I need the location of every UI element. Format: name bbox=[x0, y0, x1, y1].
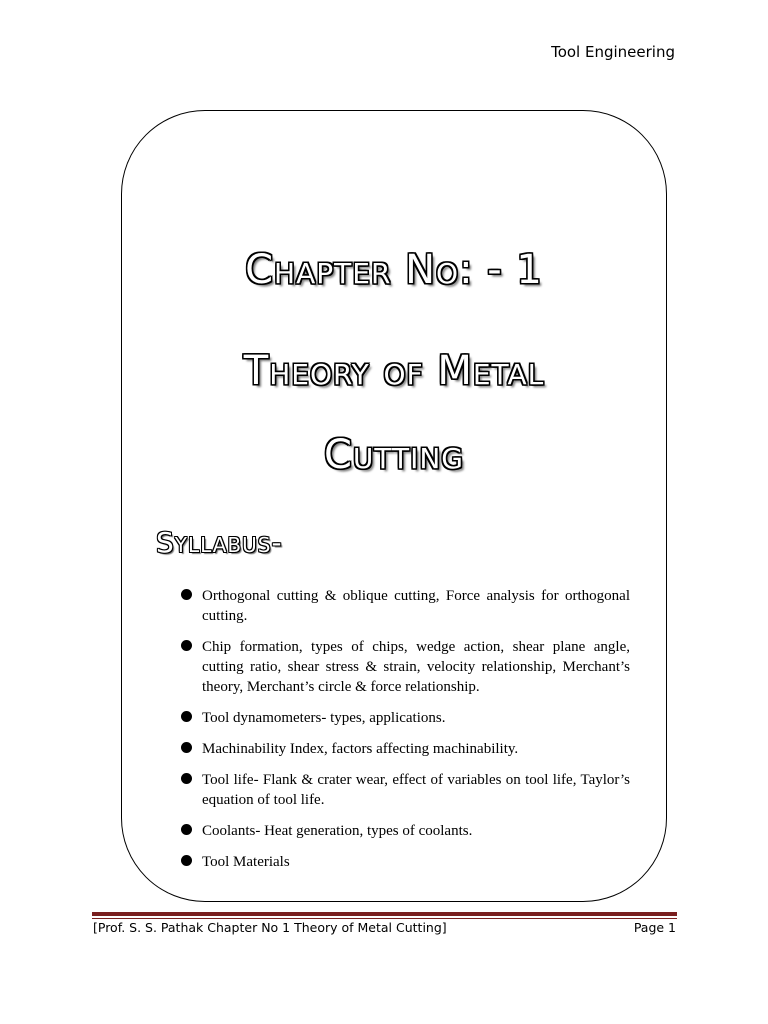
syllabus-list bbox=[181, 586, 630, 883]
running-header: Tool Engineering bbox=[551, 43, 675, 61]
list-item bbox=[181, 637, 630, 697]
list-item-text: Tool dynamometers- types, applications. bbox=[202, 710, 446, 726]
chapter-title-line-2: Cutting bbox=[323, 432, 465, 478]
list-item bbox=[181, 586, 630, 626]
list-item bbox=[181, 821, 630, 841]
bullet-icon bbox=[181, 589, 192, 600]
footer-divider-thin bbox=[92, 918, 677, 919]
list-item-text: Tool life- Flank & crater wear, effect of variables on tool life, Taylor’s equation of tool life. bbox=[202, 772, 630, 808]
list-item bbox=[181, 708, 630, 728]
bullet-icon bbox=[181, 773, 192, 784]
list-item-text: Machinability Index, factors affecting machinability. bbox=[202, 741, 519, 757]
chapter-number-heading: Chapter No: - 1 bbox=[245, 247, 543, 293]
list-item bbox=[181, 739, 630, 759]
list-item bbox=[181, 852, 630, 872]
footer-citation: [Prof. S. S. Pathak Chapter No 1 Theory of Metal Cutting] bbox=[93, 920, 447, 935]
page-number: Page 1 bbox=[633, 920, 676, 935]
bullet-icon bbox=[181, 711, 192, 722]
footer-divider bbox=[92, 912, 677, 916]
bullet-icon bbox=[181, 824, 192, 835]
chapter-title-line-1: Theory of Metal bbox=[243, 348, 545, 394]
list-item-text: Coolants- Heat generation, types of coolants. bbox=[202, 823, 473, 839]
syllabus-heading: Syllabus- bbox=[156, 526, 283, 559]
list-item-text: Tool Materials bbox=[202, 854, 290, 870]
list-item bbox=[181, 770, 630, 810]
bullet-icon bbox=[181, 742, 192, 753]
bullet-icon bbox=[181, 855, 192, 866]
list-item-text: Orthogonal cutting & oblique cutting, Force analysis for orthogonal cutting. bbox=[202, 588, 630, 624]
bullet-icon bbox=[181, 640, 192, 651]
list-item-text: Chip formation, types of chips, wedge action, shear plane angle, cutting ratio, shear stress & strain, velocity relationship, Merchant’s theory, Merchant’s circle & force relationship. bbox=[202, 639, 630, 695]
